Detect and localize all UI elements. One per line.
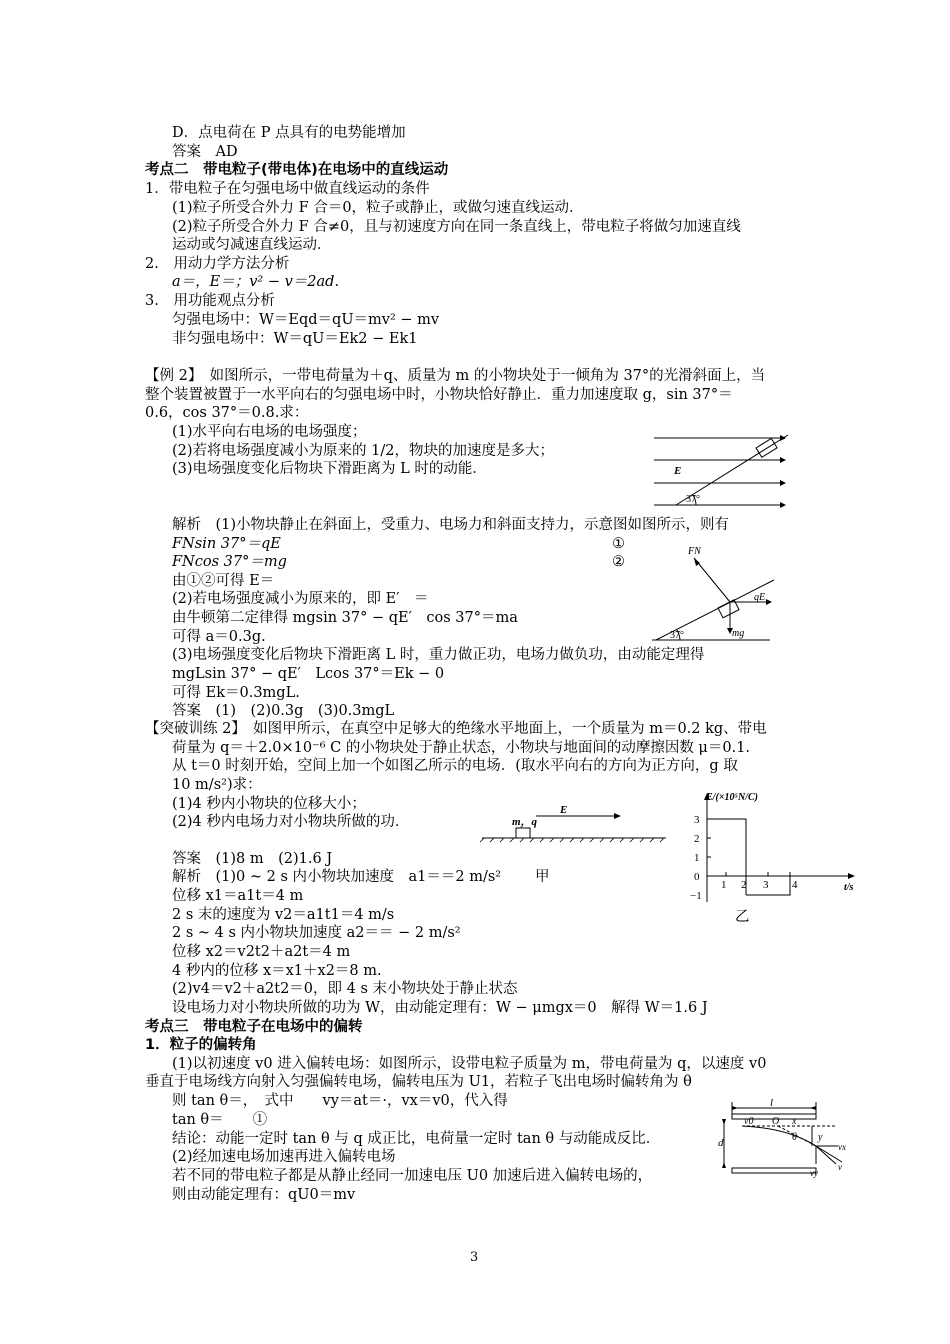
ex2-line1: 【例 2】 如图所示，一带电荷量为＋q、质量为 m 的小物块处于一倾角为 37°的光滑斜面上，当 <box>145 368 766 384</box>
graph-y-tick-1: 1 <box>694 852 700 864</box>
graph-y-label: E/(×10⁵N/C) <box>706 792 758 803</box>
incline-field-figure <box>652 430 792 510</box>
s3-point2: (2)经加速电场加速再进入偏转电场 <box>172 1149 396 1165</box>
answer-ad: 答案 AD <box>172 144 238 160</box>
ex2-s4: (2)若电场强度减小为原来的，即 E′ ＝ <box>172 591 429 607</box>
graph-y-tick-neg1: −1 <box>690 890 702 902</box>
ex2-eq-a: FNsin 37°＝qE <box>172 536 281 552</box>
tr2-s8: 设电场力对小物块所做的功为 W，由动能定理有：W − μmgx＝0 解得 W＝1.6 J <box>172 1000 708 1016</box>
ex2-line2: 整个装置被置于一水平向右的匀强电场中时，小物块恰好静止．重力加速度取 g，sin 37°＝ <box>145 387 733 403</box>
fig-d-label: d <box>718 1137 724 1149</box>
s3-point2a: 若不同的带电粒子都是从静止经同一加速电压 U0 加速后进入偏转电场的， <box>172 1168 653 1184</box>
graph-x-tick-2: 2 <box>741 879 747 891</box>
figure-yi-graph <box>690 790 870 905</box>
ex2-q1: (1)水平向右电场的电场强度； <box>172 424 367 440</box>
tr2-s6: 4 秒内的位移 x＝x1＋x2＝8 m. <box>172 963 382 979</box>
tr2-line3: 从 t＝0 时刻开始，空间上加一个如图乙所示的电场．(取水平向右的方向为正方向，g 取 <box>172 758 738 774</box>
fig-jia-e-label: E <box>560 804 568 816</box>
tr2-q2: (2)4 秒内电场力对小物块所做的功． <box>172 814 410 830</box>
ex2-s7: (3)电场强度变化后物块下滑距离 L 时，重力做正功，电场力做负功，由动能定理得 <box>172 647 705 663</box>
s2-point3b: 非匀强电场中：W＝qU＝Ek2 − Ek1 <box>172 331 418 347</box>
tr2-s2: 位移 x1＝a1t＝4 m <box>172 888 304 904</box>
option-d: D．点电荷在 P 点具有的电势能增加 <box>172 125 406 141</box>
fig-v0-label: v0 <box>744 1116 754 1127</box>
ex2-s9: 可得 Ek＝0.3mgL. <box>172 685 300 701</box>
fig-theta-label: θ <box>792 1132 797 1143</box>
ex2-s8: mgLsin 37° − qE′ Lcos 37°＝Ek − 0 <box>172 666 445 682</box>
tr2-q1: (1)4 秒内小物块的位移大小； <box>172 796 366 812</box>
fig-force-angle: 37° <box>670 630 684 641</box>
page-number: 3 <box>470 1250 479 1265</box>
ex2-q3: (3)电场强度变化后物块下滑距离为 L 时的动能． <box>172 461 487 477</box>
s2-point1a: (1)粒子所受合外力 F 合＝0，粒子或静止，或做匀速直线运动． <box>172 200 584 216</box>
tr2-s3: 2 s 末的速度为 v2＝a1t1＝4 m/s <box>172 907 395 923</box>
graph-x-tick-4: 4 <box>792 879 798 891</box>
s2-point3: 3. 用功能观点分析 <box>145 293 275 309</box>
section2-heading: 考点二 带电粒子(带电体)在电场中的直线运动 <box>145 162 449 178</box>
fig-y-label: y <box>818 1132 823 1143</box>
graph-x-tick-3: 3 <box>763 879 769 891</box>
eq-num-1: ① <box>612 536 625 552</box>
fig-mg-label: mg <box>732 628 745 639</box>
s3-point2b: 则由动能定理有：qU0＝mv <box>172 1187 356 1203</box>
fig-fn-label: FN <box>688 546 701 557</box>
s2-point1b-line1: (2)粒子所受合外力 F 合≠0，且与初速度方向在同一条直线上，带电粒子将做匀加速直线 <box>172 219 741 235</box>
ex2-sol1: 解析 (1)小物块静止在斜面上，受重力、电场力和斜面支持力，示意图如图所示，则有 <box>172 517 730 533</box>
ex2-s3: 由①②可得 E＝ <box>172 573 275 589</box>
ex2-s6: 可得 a＝0.3g. <box>172 629 266 645</box>
fig-x-label: x <box>792 1116 797 1127</box>
tr2-line1: 【突破训练 2】 如图甲所示，在真空中足够大的绝缘水平地面上，一个质量为 m＝0.2 kg、带电 <box>145 721 767 737</box>
tr2-s5: 位移 x2＝v2t2＋a2t＝4 m <box>172 944 351 960</box>
s2-point1b-line2: 运动或匀减速直线运动． <box>172 237 332 253</box>
fig-angle-label: 37° <box>686 494 700 505</box>
tr2-s7: (2)v4＝v2＋a2t2＝0，即 4 s 末小物块处于静止状态 <box>172 981 518 997</box>
s2-point1: 1．带电粒子在匀强电场中做直线运动的条件 <box>145 181 430 197</box>
fig-mq-label: m，q <box>512 816 538 828</box>
figure-yi-caption: 乙 <box>735 909 750 925</box>
tr2-line4: 10 m/s²)求： <box>172 777 262 793</box>
s2-point3a: 匀强电场中：W＝Eqd＝qU＝mv² − mv <box>172 312 440 328</box>
eq-num-2: ② <box>612 554 625 570</box>
s3-point1: 1．粒子的偏转角 <box>145 1037 257 1053</box>
s2-point2: 2. 用动力学方法分析 <box>145 256 290 272</box>
graph-y-tick-0: 0 <box>694 871 700 883</box>
graph-x-label: t/s <box>844 882 854 893</box>
figure-jia-caption: 甲 <box>535 869 550 885</box>
s3-point1d: tan θ＝ ① <box>172 1112 268 1128</box>
fig-vx-label: vx <box>838 1142 846 1152</box>
section3-heading: 考点三 带电粒子在电场中的偏转 <box>145 1019 363 1035</box>
graph-y-tick-2: 2 <box>694 833 700 845</box>
s3-point1a: (1)以初速度 v0 进入偏转电场：如图所示，设带电粒子质量为 m，带电荷量为 q，以速度 v0 <box>172 1056 767 1072</box>
deflection-figure <box>718 1098 848 1193</box>
fig-vy-label: vy <box>810 1168 818 1178</box>
s3-point1c: 则 tan θ＝， 式中 vy＝at＝·，vx＝v0，代入得 <box>172 1093 508 1109</box>
s2-point2a: a＝，E＝；v² − v＝2ad. <box>172 274 340 290</box>
tr2-s4: 2 s ~ 4 s 内小物块加速度 a2＝＝ − 2 m/s² <box>172 925 461 941</box>
ex2-line3: 0.6，cos 37°＝0.8.求： <box>145 405 309 421</box>
ex2-s5: 由牛顿第二定律得 mgsin 37° − qE′ cos 37°＝ma <box>172 610 518 626</box>
tr2-line2: 荷量为 q＝＋2.0×10⁻⁶ C 的小物块处于静止状态，小物块与地面间的动摩擦因数 μ＝0.1. <box>172 740 751 756</box>
fig-qe-label: qE <box>754 592 766 603</box>
tr2-s1: 解析 (1)0 ~ 2 s 内小物块加速度 a1＝＝2 m/s² <box>172 869 502 885</box>
graph-x-tick-1: 1 <box>721 879 727 891</box>
ex2-answer: 答案 (1) (2)0.3g (3)0.3mgL <box>172 703 395 719</box>
figure-jia <box>480 800 670 842</box>
force-diagram <box>650 540 790 645</box>
fig-l-label: l <box>770 1097 774 1109</box>
s3-point1e: 结论：动能一定时 tan θ 与 q 成正比，电荷量一定时 tan θ 与动能成反比． <box>172 1131 661 1147</box>
s3-point1b: 垂直于电场线方向射入匀强偏转电场，偏转电压为 U1，若粒子飞出电场时偏转角为 θ <box>145 1074 692 1090</box>
fig-v-label: v <box>838 1162 842 1172</box>
fig-o-label: O <box>772 1116 780 1127</box>
ex2-q2: (2)若将电场强度减小为原来的 1/2，物块的加速度是多大； <box>172 443 554 459</box>
graph-y-tick-3: 3 <box>694 814 700 826</box>
ex2-eq-b: FNcos 37°＝mg <box>172 554 287 570</box>
fig-e-label: E <box>674 465 682 477</box>
tr2-answer: 答案 (1)8 m (2)1.6 J <box>172 851 333 867</box>
